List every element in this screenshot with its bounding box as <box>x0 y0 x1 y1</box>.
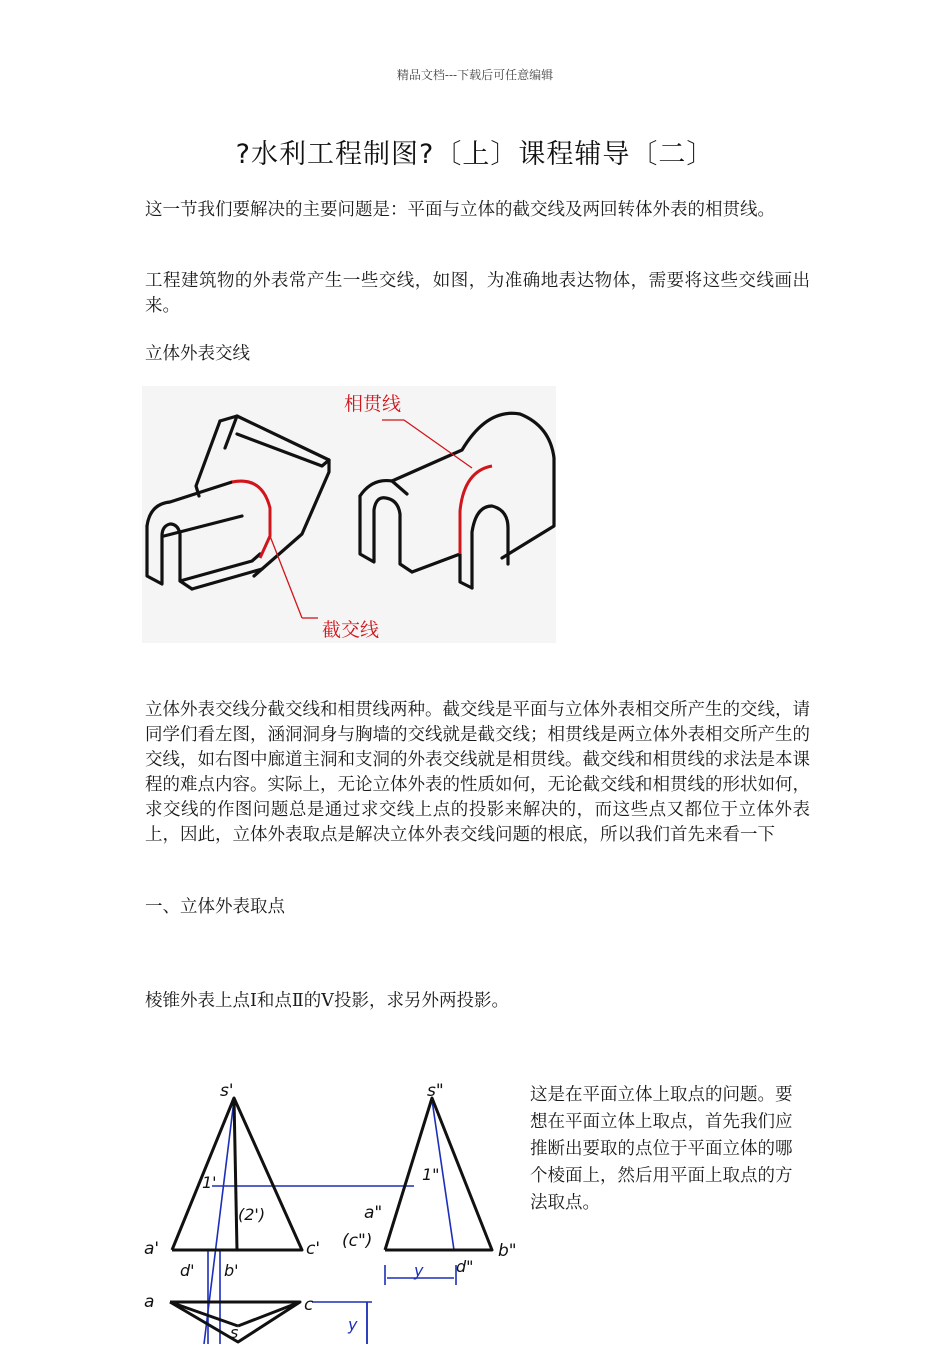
left-culvert-shape <box>147 416 329 589</box>
pyramid-projection-figure <box>142 1080 530 1344</box>
pyramid-drawing <box>142 1080 530 1344</box>
label-y-side: y <box>414 1261 424 1280</box>
intersection-figure <box>142 386 556 643</box>
label-a-prime: a' <box>144 1239 160 1259</box>
front-view-triangle <box>172 1098 302 1250</box>
label-2-prime: (2') <box>238 1205 266 1224</box>
label-s-prime: s' <box>220 1081 234 1101</box>
label-b-prime: b' <box>224 1261 239 1280</box>
label-1-double: 1" <box>422 1165 440 1184</box>
label-s-double: s" <box>427 1081 444 1101</box>
figure-caption: 立体外表交线 <box>145 344 250 364</box>
section-label: 截交线 <box>322 619 380 641</box>
label-c-prime: c' <box>306 1239 321 1259</box>
label-y-top: y <box>348 1315 358 1334</box>
intersection-drawing <box>142 386 556 643</box>
buildings-paragraph: 工程建筑物的外表常产生一些交线，如图，为准确地表达物体，需要将这些交线画出来。 <box>145 271 810 316</box>
right-culvert-shape <box>360 413 554 588</box>
right-intersection-line <box>460 466 492 554</box>
page-title: ?水利工程制图?〔上〕课程辅导〔二〕 <box>235 139 715 170</box>
label-a-double: a" <box>364 1203 383 1223</box>
label-c-double: (c") <box>342 1231 373 1251</box>
label-d-prime: d' <box>180 1261 195 1280</box>
explanation-paragraph: 立体外表交线分截交线和相贯线两种。截交线是平面与立体外表相交所产生的交线，请同学们看左图，涵洞洞身与胸墙的交线就是截交线；相贯线是两立体外表相交所产生的交线，如右图中廊道主洞和支洞的外表交线就是相贯线。截交线和相贯线的求法是本课程的难点内容。实际上，无论立体外表的性质如何，无论截交线和相贯线的形状如何，求交线的作图问题总是通过求交线上点的投影来解决的，而这些点又都位于立体外表上，因此，立体外表取点是解决立体外表交线问题的根底，所以我们首先来看一下 <box>145 700 810 845</box>
side-explanation: 这是在平面立体上取点的问题。要想在平面立体上取点，首先我们应推断出要取的点位于平面立体的哪个棱面上，然后用平面上取点的方法取点。 <box>530 1085 793 1213</box>
intersection-label: 相贯线 <box>344 393 402 415</box>
label-1-prime: 1' <box>202 1173 217 1192</box>
y-dimension-line <box>312 1302 372 1344</box>
left-section-line <box>232 481 270 558</box>
section-heading: 一、立体外表取点 <box>145 897 285 917</box>
label-a: a <box>144 1292 155 1312</box>
intro-paragraph: 这一节我们要解决的主要问题是：平面与立体的截交线及两回转体外表的相贯线。 <box>145 200 775 220</box>
header-note: 精品文档---下载后可任意编辑 <box>396 68 554 82</box>
problem-statement: 棱锥外表上点Ⅰ和点Ⅱ的Ⅴ投影，求另外两投影。 <box>145 991 509 1011</box>
label-s: s <box>230 1323 239 1342</box>
label-b-double: b" <box>498 1241 517 1261</box>
label-d-double: d" <box>456 1257 474 1276</box>
label-c: c <box>304 1295 314 1315</box>
